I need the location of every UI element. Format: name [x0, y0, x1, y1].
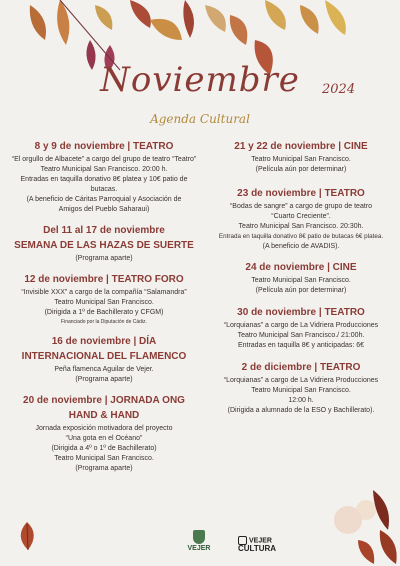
event-heading: SEMANA DE LAS HAZAS DE SUERTE [14, 240, 194, 251]
vejer-logo [182, 530, 216, 552]
event-line: 12:00 h. [288, 397, 314, 404]
event-line: (Dirigida a 4º o 1º de Bachillerato) [51, 445, 157, 452]
event-heading: 20 de noviembre | JORNADA ONG [23, 395, 185, 406]
event-line: (Película aún por determinar) [255, 287, 347, 294]
event-line: Entradas en taquilla 8€ y anticipadas: 6€ [237, 342, 365, 349]
event-line: Teatro Municipal San Francisco. 20:00 h. [40, 166, 168, 173]
event-block [206, 361, 396, 416]
event-line: butacas. [90, 186, 118, 193]
footer-logos [0, 528, 400, 558]
event-heading: 16 de noviembre | DÍA [51, 336, 157, 347]
event-block [206, 261, 396, 296]
event-line: (Dirigida a alumnado de la ESO y Bachillerato). [227, 407, 375, 414]
shield-icon [193, 530, 205, 544]
event-line: (Programa aparte) [75, 376, 133, 383]
event-note: Financiado por la Diputación de Cádiz. [61, 319, 147, 325]
event-line: Teatro Municipal San Francisco. [54, 299, 154, 306]
event-block [8, 224, 200, 264]
vejer-cultura-logo [238, 536, 276, 554]
event-line: Teatro Municipal San Francisco. 20:30h. [238, 223, 364, 230]
event-line: Entrada en taquilla donativo 8€ patio de butacas 6€ platea. [218, 233, 384, 240]
event-line: “Lorquianas” a cargo de La Vidriera Producciones [223, 377, 379, 384]
event-heading: 21 y 22 de noviembre | CINE [234, 141, 368, 152]
right-column [206, 140, 396, 425]
event-heading: 8 y 9 de noviembre | TEATRO [34, 141, 174, 152]
event-line: (Programa aparte) [75, 465, 133, 472]
page-subtitle: Agenda Cultural [150, 112, 250, 126]
event-heading: 23 de noviembre | TEATRO [237, 188, 365, 199]
event-line: Teatro Municipal San Francisco. [251, 156, 351, 163]
event-block [8, 273, 200, 326]
event-line: Peña flamenca Aguilar de Vejer. [54, 366, 154, 373]
event-heading: HAND & HAND [68, 410, 140, 421]
event-block [8, 335, 200, 385]
page-year: 2024 [322, 82, 356, 97]
vejer-logo-text: VEJER [187, 545, 211, 552]
event-line: (Programa aparte) [75, 255, 133, 262]
event-block [8, 140, 200, 215]
event-block [206, 306, 396, 351]
event-line: Teatro Municipal San Francisco. [251, 387, 351, 394]
event-line: Entradas en taquilla donativo 8€ platea y 10€ patio de [20, 176, 188, 183]
event-line: “Cuarto Creciente”. [271, 213, 331, 220]
event-line: “Bodas de sangre” a cargo de grupo de teatro [229, 203, 373, 210]
page-title: Noviembre [100, 60, 300, 100]
event-heading: 24 de noviembre | CINE [245, 262, 357, 273]
cultura-logo-bottom: CULTURA [238, 544, 277, 554]
event-heading: INTERNACIONAL DEL FLAMENCO [21, 351, 187, 362]
event-block [206, 187, 396, 252]
event-line: Jornada exposición motivadora del proyecto [35, 425, 173, 432]
event-line: Teatro Municipal San Francisco./ 21:00h. [237, 332, 365, 339]
event-line: (A beneficio de Cáritas Parroquial y Asociación de [26, 196, 182, 203]
event-line: (A beneficio de AVADIS). [262, 243, 340, 250]
event-line: “El orgullo de Albacete” a cargo del grupo de teatro “Teatro” [11, 156, 197, 163]
event-heading: Del 11 al 17 de noviembre [43, 225, 165, 236]
event-line: “Una gota en el Océano” [65, 435, 143, 442]
event-heading: 12 de noviembre | TEATRO FORO [24, 274, 184, 285]
event-line: Teatro Municipal San Francisco. [251, 277, 351, 284]
event-block [8, 394, 200, 474]
event-line: “Invisible XXX” a cargo de la compañía “Salamandra” [21, 289, 187, 296]
event-line: (Película aún por determinar) [255, 166, 347, 173]
event-heading: 2 de diciembre | TEATRO [241, 362, 361, 373]
left-column [8, 140, 200, 483]
event-line: (Dirigida a 1º de Bachillerato y CFGM) [44, 309, 164, 316]
event-line: Teatro Municipal San Francisco. [54, 455, 154, 462]
event-line: “Lorquianas” a cargo de La Vidriera Producciones [223, 322, 379, 329]
event-line: Amigos del Pueblo Saharaui) [58, 206, 150, 213]
event-heading: 30 de noviembre | TEATRO [237, 307, 365, 318]
event-block [206, 140, 396, 175]
cultura-logo-top: VEJER [249, 537, 272, 545]
